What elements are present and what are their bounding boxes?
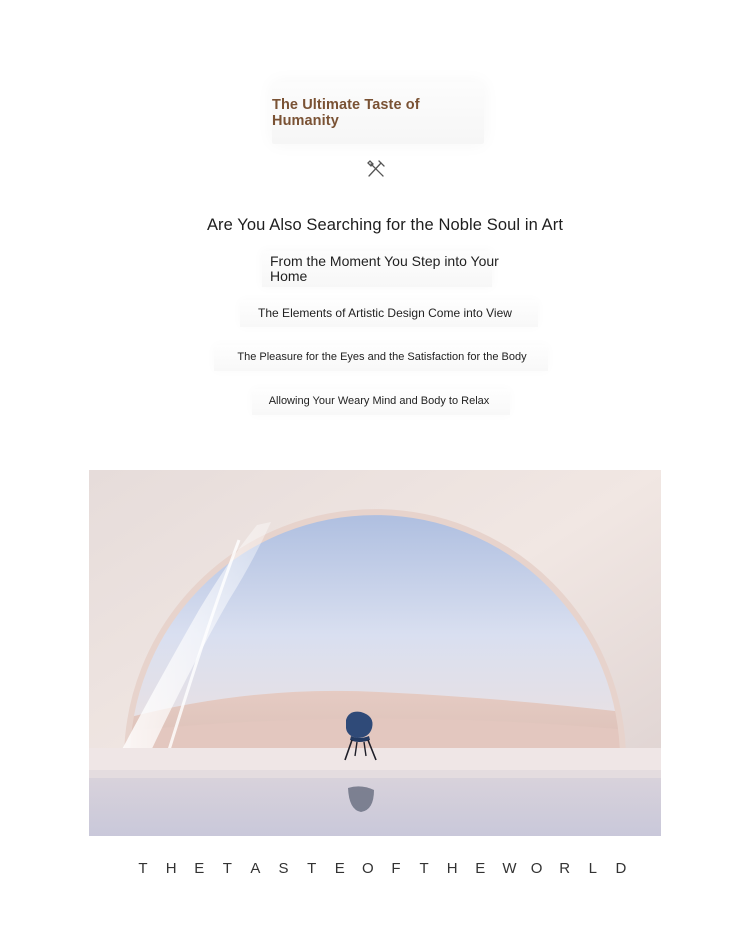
tagline-letter: O [530, 860, 543, 877]
tagline-letter: E [334, 860, 345, 877]
fork-and-knife-icon [366, 159, 386, 179]
hero-image [89, 470, 661, 836]
tagline-letter: D [615, 860, 627, 877]
tagline-letter: E [194, 860, 205, 877]
tagline-letter: R [559, 860, 571, 877]
tagline-letter: T [419, 860, 429, 877]
tagline-letter: H [446, 860, 458, 877]
tagline-letter: S [278, 860, 289, 877]
tagline-letter: O [362, 860, 374, 877]
tagline-letter: A [250, 860, 261, 877]
page-title: The Ultimate Taste of Humanity [272, 97, 420, 129]
tagline-letter: E [475, 860, 486, 877]
tagline-letter: L [588, 860, 597, 877]
intro-line-2: The Pleasure for the Eyes and the Satisfaction for the Body [237, 351, 527, 363]
tagline-letter: W [502, 860, 517, 877]
headline: Are You Also Searching for the Noble Soul in Art [206, 216, 564, 234]
tagline-letter: T [307, 860, 317, 877]
subheadline: From the Moment You Step into Your Home [270, 253, 499, 284]
tagline-letter: T [138, 860, 148, 877]
tagline-letter: H [165, 860, 177, 877]
title-banner [272, 82, 484, 144]
tagline-letter: T [222, 860, 232, 877]
intro-line-3: Allowing Your Weary Mind and Body to Relax [268, 395, 490, 407]
tagline-letter: F [391, 860, 401, 877]
tagline-letters [137, 860, 627, 877]
intro-line-1: The Elements of Artistic Design Come into View [258, 306, 512, 320]
